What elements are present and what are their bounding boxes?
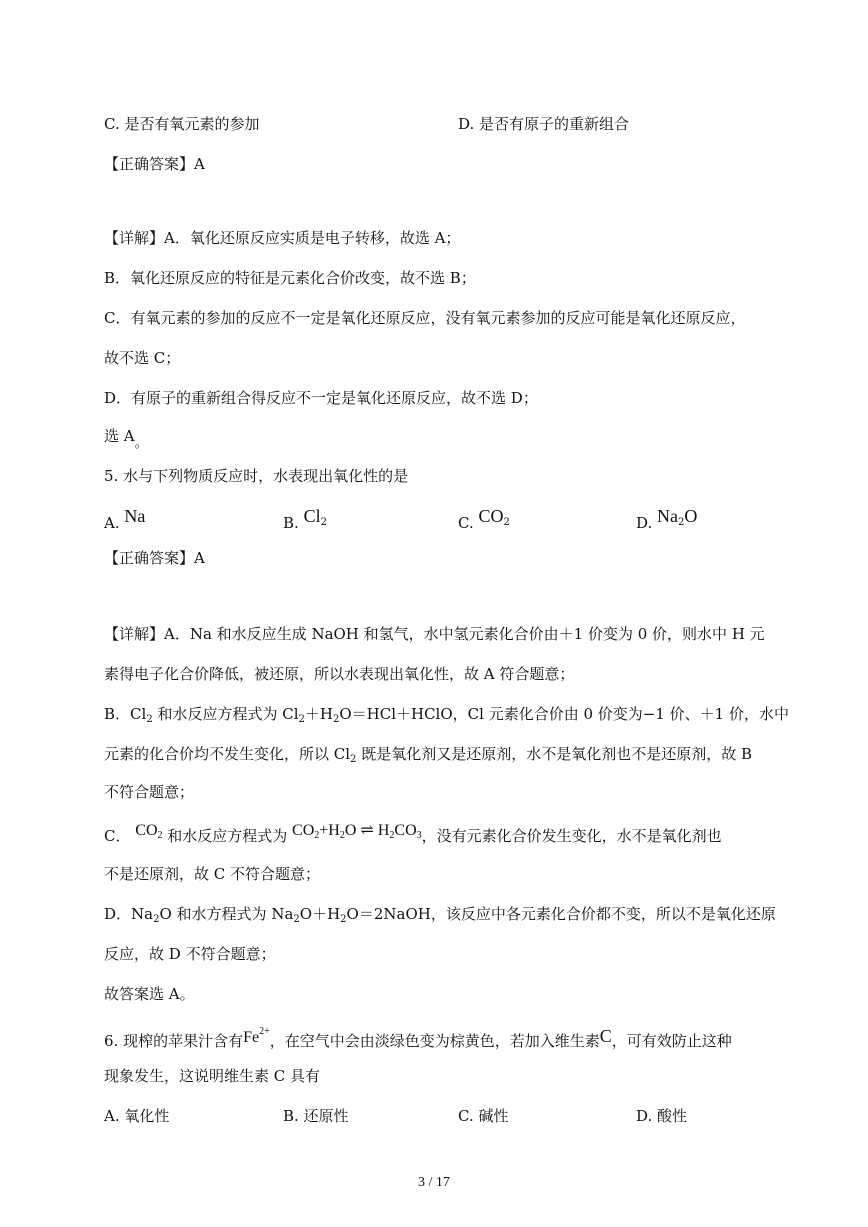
q4-explain-c1: C．有氧元素的参加的反应不一定是氧化还原反应，没有氧元素参加的反应可能是氧化还原反应， <box>104 309 746 327</box>
q4-explain-c2: 故不选 C； <box>104 349 181 367</box>
q5-explain-a1: 【详解】A．Na 和水反应生成 NaOH 和氢气，水中氢元素化合价由＋1 价变为 0 价，则水中 H 元 <box>104 625 765 643</box>
q5-explain-a2: 素得电子化合价降低，被还原，所以水表现出氧化性，故 A 符合题意； <box>104 665 575 683</box>
q6-option-b: B. 还原性 <box>283 1107 349 1125</box>
q5-option-c: C. $CO_2$ <box>458 506 510 532</box>
q5-option-b: B. $Cl_2$ <box>283 506 327 532</box>
q5-explain-d1: D．$Na_2O$ 和水方程式为 $Na_2O+H_2O=2NaOH$，该反应中各元素化合价都不变，所以不是氧化还原 <box>104 905 776 925</box>
q4-option-d: D. 是否有原子的重新组合 <box>458 115 630 133</box>
q6-option-d: D. 酸性 <box>636 1107 688 1125</box>
q5-option-d: D. $Na_2O$ <box>636 506 698 532</box>
fe2-ion: $Fe^{2+}$ <box>243 1026 270 1046</box>
page-number: 3 / 17 <box>418 1175 450 1190</box>
q6-option-c: C. 碱性 <box>458 1107 509 1125</box>
q5-explain-c1: C． $CO_2$ 和水反应方程式为 $CO_2+H_2O$ ⇌ $H_2CO_3$，没有元素化合价发生变化，水不是氧化剂也 <box>104 822 722 845</box>
q5-answer: 【正确答案】A <box>104 549 205 567</box>
q5-explain-b2: 元素的化合价均不发生变化，所以 $Cl_2$ 既是氧化剂又是还原剂，水不是氧化剂也不是还原剂，故 B <box>104 745 752 765</box>
q6-option-a: A. 氧化性 <box>104 1107 170 1125</box>
q4-explain-a: 【详解】A．氧化还原反应实质是电子转移，故选 A； <box>104 229 461 247</box>
q5-explain-d2: 反应，故 D 不符合题意； <box>104 945 276 963</box>
q4-explain-d: D．有原子的重新组合得反应不一定是氧化还原反应，故不选 D； <box>104 389 538 407</box>
q5-explain-c2: 不是还原剂，故 C 不符合题意； <box>104 865 321 883</box>
q5-conclusion: 故答案选 A。 <box>104 985 195 1003</box>
co2-equation: $CO_2+H_2O$ ⇌ $H_2CO_3$ <box>292 822 422 841</box>
q4-option-c: C. 是否有氧元素的参加 <box>104 115 260 133</box>
q5-question: 5. 水与下列物质反应时，水表现出氧化性的是 <box>104 467 409 485</box>
q5-option-a: A. Na <box>104 506 146 532</box>
q4-conclusion: 选 A。 <box>104 427 148 451</box>
co2-formula: $CO_2$ <box>135 822 163 841</box>
q6-question-line1: 6. 现榨的苹果汁含有$Fe^{2+}$，在空气中会由淡绿色变为棕黄色，若加入维生素C，可有效防止这种 <box>104 1026 732 1050</box>
q5-explain-b1: B．$Cl_2$ 和水反应方程式为 $Cl_2+H_2O=HCl+HClO$，Cl 元素化合价由 0 价变为−1 价、＋1 价，水中 <box>104 705 789 725</box>
q4-explain-b: B．氧化还原反应的特征是元素化合价改变，故不选 B； <box>104 269 476 287</box>
q5-explain-b3: 不符合题意； <box>104 783 195 801</box>
q4-answer: 【正确答案】A <box>104 155 205 173</box>
q6-question-line2: 现象发生，这说明维生素 C 具有 <box>104 1067 321 1085</box>
